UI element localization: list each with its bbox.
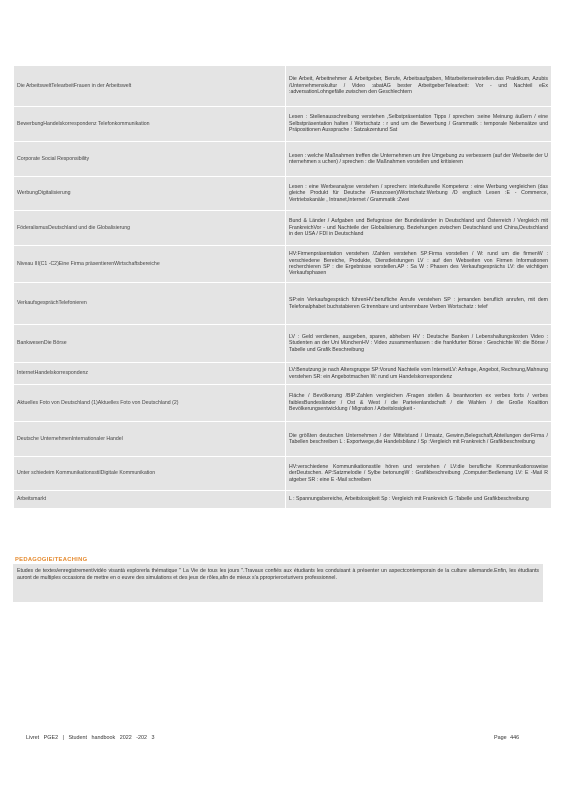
details-cell: Lesen : welche Maßnahmen treffen die Unternehmen um ihre Umgebung zu verbessern (auf der Webseite der U nternehmen s uchen) / sprechen : die Maßnahmen vorstellen und kritisieren (286, 142, 552, 177)
curriculum-rows (14, 66, 552, 509)
topic-cell: Arbeitsmarkt (14, 491, 286, 509)
topic-cell: Die ArbeitsweltTelearbeitFrauen in der Arbeitswelt (14, 66, 286, 107)
table-row (14, 491, 552, 509)
details-cell: LV : Geld verdienen, ausgeben, sparen, abheben HV : Deutsche Banken / Lebenshaltungskosten Video : Studenten an der Uni MünchenHV : Video zusammenfassen : die frankfurter Börse : Geschichte W: die Börse / Tabelle und Grafik Beschreibung (286, 325, 552, 363)
table-row (14, 177, 552, 211)
topic-cell: Corporate Social Responsibility (14, 142, 286, 177)
details-cell: Lesen : eine Werbeanalyse verstehen / sprechen: interkulturelle Kompetenz : eine Werbung vergleichen (das gleiche Produkt für Deutsche /Franzosen)/Wortschatz:Werbung /D englisch Lesen :E - Commerce, Vertriebskanäle , Intranet,Internet / Grammatik :Zwei (286, 177, 552, 211)
details-cell: HV:Firmenpräsentation verstehen /Zahlen verstehen SP:Firma vorstellen / W: rund um die firmenW : verschiedene Bereiche, Produkte, Dienstleistungen LV : auf den Webseiten von Firmen Informationen recherchieren SP : die Ergebnisse vorstellen.AP : Sa W : Phasen des Verkaufsgesprächs LV: die wichtigen Verkaufsphasen (286, 246, 552, 283)
topic-cell: Niveau III(C1 -C2)Eine Firma präsentierenWirtschaftsbereiche (14, 246, 286, 283)
table-row (14, 211, 552, 246)
details-cell: L : Spannungsbereiche, Arbeitslosigkeit Sp : Vergleich mit Frankreich G :Tabelle und Grafikbeschreibung (286, 491, 552, 509)
details-cell: SP:ein Verkaufsgespräch führenHV:berufliche Anrufe verstehen SP : jemanden beruflich anrufen, mit dem Telefonalphabet buchstabieren G:trennbare und untrennbare Verben Wortschatz : telef (286, 283, 552, 325)
table-row (14, 422, 552, 457)
table-row (14, 385, 552, 422)
topic-cell: Deutsche UnternehmenInternationaler Handel (14, 422, 286, 457)
details-cell: Die größten deutschen Unternehmen / der Mittelstand / Umsatz, Gewinn,Belegschaft,Abteilungen derFirma / Tabellen beschreiben L : Exportwege,die Handelsbilanz / Sp :Vergleich mit Frankreich / Grafikbeschreibung (286, 422, 552, 457)
table-row (14, 283, 552, 325)
details-cell: LV:Benutzung je nach Altersgruppe SP:Vorund Nachteile vom InternetLV: Anfrage, Angebot, Rechnung,Mahnung verstehen SR: ein Angebotmachen W: rund um Handelskorrespondenz (286, 363, 552, 385)
details-cell: Die Arbeit, Arbeitnehmer & Arbeitgeber, Berufe, Arbeitsaufgaben, Mitarbeiterseinstellen.das Praktikum, Azubis /Unternehmenskultur / Video :abatAG bester ArbeitgeberTelearbeit: Vor - und Nachteil eEx :adversationLohngefälle zwischen den Geschlechtern (286, 66, 552, 107)
table-row (14, 142, 552, 177)
topic-cell: Unter schiedeim KommunikationsstilDigitale Kommunikation (14, 457, 286, 491)
topic-cell: InternetHandelskorrespondenz (14, 363, 286, 385)
details-cell: Fläche / Bevölkerung /BIP:Zahlen vergleichen /Fragen stellen & beantworten ex verbes forts / verbes faiblesBundesländer / Ost & West / die Parteienlandschaft / die Wahlen / die Große Koalition Bevölkerungsentwicklung / Migration / Arbeitslosigkeit - (286, 385, 552, 422)
details-cell: Lesen : Stellenausschreibung verstehen ,Selbstpräsentation Tipps / sprechen :seine Meinung äußern / eine Selbstpräsentation halten / Wortschatz : r und um die Bewerbung / Grammatik : temporale Nebensätze und Präpositionen Aussprache : Satzakzentund Sat (286, 107, 552, 142)
curriculum-topics-table (13, 65, 552, 509)
table-row (14, 66, 552, 107)
pedagogy-text: Etudes de textes/enregistrement/vidéo visantà explorerla thématique " La Vie de tous les jours ".Travaux confiés aux étudiants les conduisant à présenter un aspectcontemporain de la culture allemande.Enfin, les étudiants auront de multiples occasions de mettre en o euvre des simulations et des jeux de rôles,afin de mieux s'a pproprierceturivers professionnel. (13, 564, 543, 602)
topic-cell: WerbungDigitalisierung (14, 177, 286, 211)
table-row (14, 325, 552, 363)
details-cell: Bund & Länder / Aufgaben und Befugnisse der Bundesländer in Deutschland und Österreich / Vergleich mit FrankreichVor - und Nachteile der Globalisierung. Beziehungen zwischen Deutschland und China,Deutschland in den USA / FDI in Deutschland (286, 211, 552, 246)
pedagogy-heading: PEDAGOGIE/TEACHING (15, 557, 88, 563)
table-row (14, 107, 552, 142)
topic-cell: FöderalismusDeutschland und die Globalisierung (14, 211, 286, 246)
footer-handbook-label: Livret PGE2 | Student handbook 2022 -202 3 (26, 735, 155, 741)
footer-page-number: Page 446 (494, 735, 520, 741)
topic-cell: VerkaufsgesprächTelefonieren (14, 283, 286, 325)
table-row (14, 363, 552, 385)
topic-cell: Aktuelles Foto von Deutschland (1)Aktuelles Foto von Deutschland (2) (14, 385, 286, 422)
details-cell: HV:verschiedene Kommunikationsstile hören und verstehen / LV:die berufliche Kommunikationsweise derDeutschen. AP:Satzmelodie / Sylbe betonungW : Grafikbeschreibung ,Computer:Bedienung LV: E -Mail R atgeber SR : eine E -Mail schreiben (286, 457, 552, 491)
topic-cell: BewerbungHandelskorrespondenz Telefonkommunikation (14, 107, 286, 142)
table-row (14, 457, 552, 491)
topic-cell: BankwesenDie Börse (14, 325, 286, 363)
table-row (14, 246, 552, 283)
